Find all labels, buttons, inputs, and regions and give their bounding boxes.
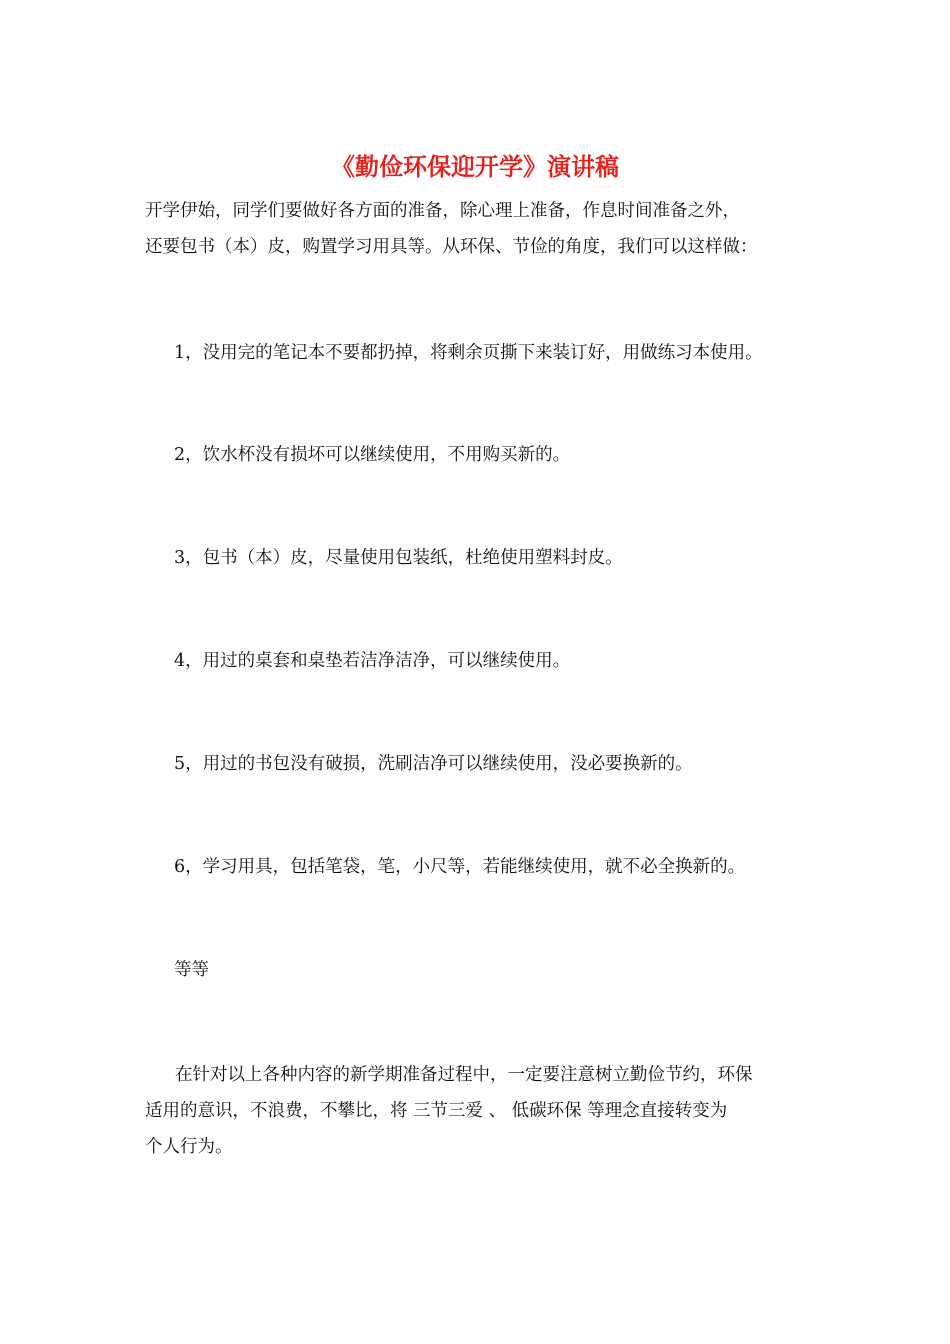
list-item: 2，饮水杯没有损坏可以继续使用，不用购买新的。: [174, 445, 571, 465]
intro-line: 还要包书（本）皮，购置学习用具等。从环保、节俭的角度，我们可以这样做：: [145, 237, 758, 257]
list-item: 1，没用完的笔记本不要都扔掉，将剩余页撕下来装订好，用做练习本使用。: [174, 343, 763, 363]
list-item: 5，用过的书包没有破损，洗刷洁净可以继续使用，没必要换新的。: [174, 754, 693, 774]
list-item: 6，学习用具，包括笔袋，笔，小尺等，若能继续使用，就不必全换新的。: [174, 857, 746, 877]
intro-paragraph: [145, 193, 815, 265]
etc-text: 等等: [174, 960, 209, 980]
conclusion-line: 个人行为。: [145, 1137, 233, 1157]
list-item: 4，用过的桌套和桌垫若洁净洁净，可以继续使用。: [174, 651, 571, 671]
document-title: 《勤俭环保迎开学》演讲稿: [331, 153, 619, 181]
conclusion-line: 适用的意识，不浪费，不攀比，将 三节三爱 、 低碳环保 等理念直接转变为: [145, 1101, 728, 1121]
intro-line: 开学伊始，同学们要做好各方面的准备，除心理上准备，作息时间准备之外，: [145, 201, 740, 221]
conclusion-line: 在针对以上各种内容的新学期准备过程中，一定要注意树立勤俭节约，环保: [175, 1065, 753, 1085]
conclusion-paragraph: [145, 1057, 815, 1165]
list-item: 3，包书（本）皮，尽量使用包装纸，杜绝使用塑料封皮。: [174, 548, 623, 568]
